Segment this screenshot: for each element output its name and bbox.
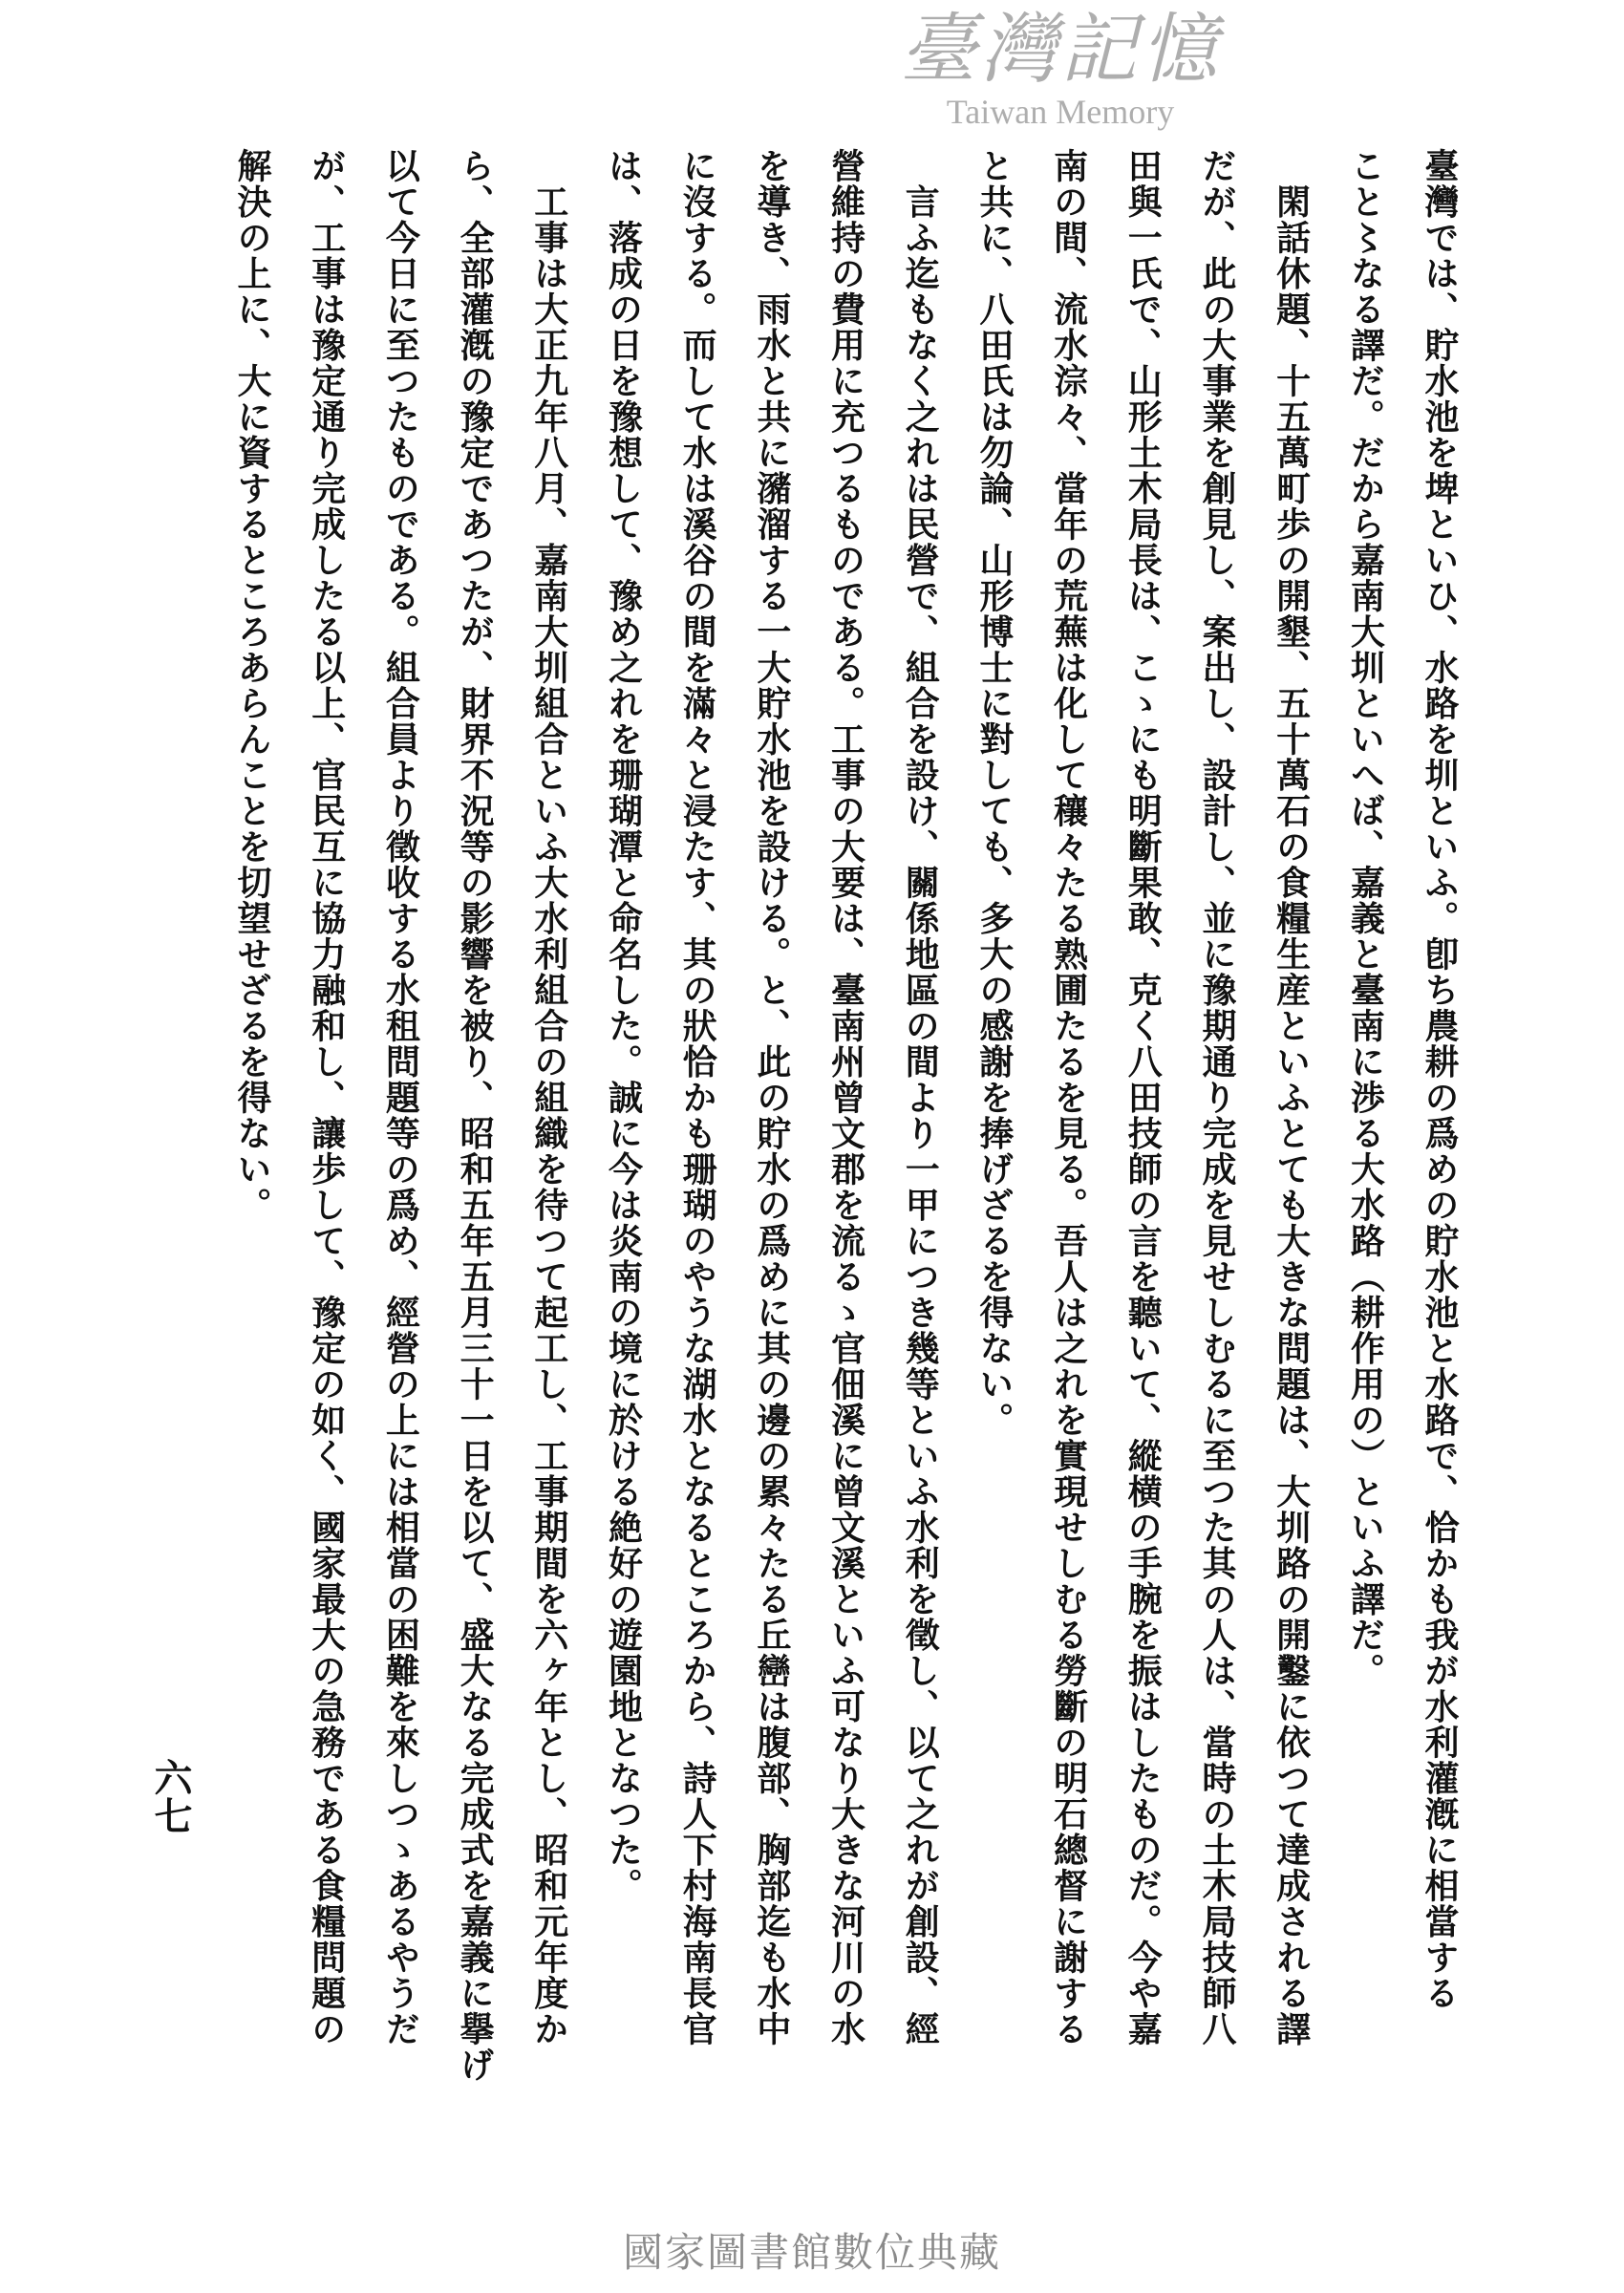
text-column-2: こと〻なる譯だ。だから嘉南大圳といへば、嘉義と臺南に渉る大水路（耕作用の）といふ譯だ。: [1345, 148, 1386, 1689]
text-column-8: 言ふ迄もなく之れは民營で、組合を設け、關係地區の間より一甲につき幾等といふ水利を徵し、以て之れが創設、經: [900, 148, 941, 2047]
text-column-9: 營維持の費用に充つるものである。工事の大要は、臺南州曾文郡を流るゝ官佃溪に曾文溪といふ可なり大きな河川の水: [825, 148, 866, 2047]
page-number: 六七: [148, 1758, 193, 1834]
text-column-13: 工事は大正九年八月、嘉南大圳組合といふ大水利組合の組織を待つて起工し、工事期間を六ヶ年とし、昭和元年度か: [528, 148, 569, 2047]
text-column-5: 田與一氏で、山形土木局長は、こゝにも明斷果敢、克く八田技師の言を聽いて、縱横の手腕を振はしたものだ。今や嘉: [1122, 148, 1164, 2047]
text-column-4: だが、此の大事業を創見し、案出し、設計し、並に豫期通り完成を見せしむるに至つた其の人は、當時の土木局技師八: [1196, 148, 1237, 2047]
watermark-english: Taiwan Memory: [946, 93, 1175, 131]
text-column-15: 以て今日に至つたものである。組合員より徵收する水租問題等の爲め、經營の上には相當の困難を來しつゝあるやうだ: [380, 148, 421, 2047]
text-column-10: を導き、雨水と共に瀦溜する一大貯水池を設ける。と、此の貯水の爲めに其の邊の累々たる丘巒は腹部、胸部迄も水中: [751, 148, 792, 2047]
text-column-11: に沒する。而して水は溪谷の間を滿々と浸たす、其の狀恰かも珊瑚のやうな湖水となるところから、詩人下村海南長官: [677, 148, 718, 2047]
text-column-1: 臺灣では、貯水池を埤といひ、水路を圳といふ。卽ち農耕の爲めの貯水池と水路で、恰かも我が水利灌漑に相當する: [1420, 148, 1460, 2011]
body-text: [214, 148, 1476, 2116]
text-column-17: 解決の上に、大に資するところあらんことを切望せざるを得ない。: [232, 148, 272, 1223]
watermark-logo: [860, 5, 1261, 132]
footer-archive-label: 國家圖書館數位典藏: [622, 2229, 1001, 2276]
text-column-14: ら、全部灌漑の豫定であつたが、財界不況等の影響を被り、昭和五年五月三十一日を以て、盛大なる完成式を嘉義に擧げ: [455, 148, 496, 2083]
text-column-16: が、工事は豫定通り完成したる以上、官民互に協力融和し、讓歩して、豫定の如く、國家最大の急務である食糧問題の: [306, 148, 347, 2047]
text-column-7: と共に、八田氏は勿論、山形博士に對しても、多大の感謝を捧げざるを得ない。: [973, 148, 1015, 1438]
text-column-12: は、落成の日を豫想して、豫め之れを珊瑚潭と命名した。誠に今は炎南の境に於ける絶好の遊園地となつた。: [603, 148, 644, 1904]
text-column-3: 閑話休題、十五萬町歩の開墾、五十萬石の食糧生産といふとても大きな問題は、大圳路の開鑿に依つて達成される譯: [1271, 148, 1312, 2047]
watermark-chinese: 臺灣記憶: [900, 5, 1221, 94]
text-column-6: 南の間、流水淙々、當年の荒蕪は化して穰々たる熟圃たるを見る。吾人は之れを實現せしむる勞斷の明石總督に謝する: [1048, 148, 1089, 2047]
